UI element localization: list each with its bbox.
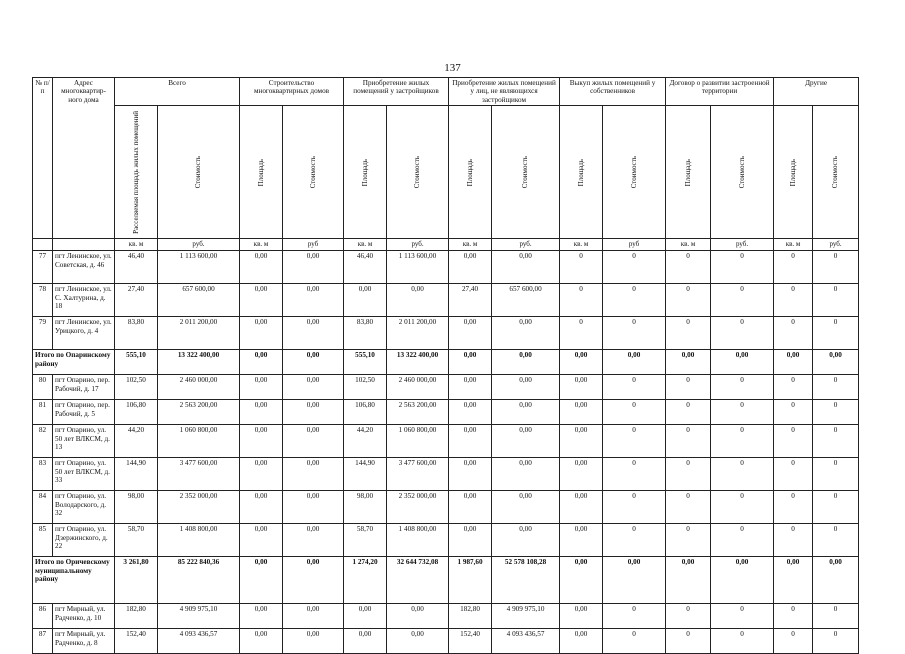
total-row [33, 557, 859, 604]
value-cell: 0 [603, 629, 666, 654]
value-cell: 0,00 [449, 425, 492, 458]
unit-cell: кв. м [774, 239, 813, 251]
value-cell: 0 [711, 375, 774, 400]
value-cell: 0 [711, 629, 774, 654]
row-index: 79 [33, 317, 53, 350]
unit-cell: руб. [492, 239, 560, 251]
row-address: пгт Опарино, пер. Рабочий, д. 17 [53, 375, 115, 400]
value-cell: 3 477 600,00 [158, 458, 240, 491]
value-cell: 0,00 [492, 491, 560, 524]
unit-cell: руб. [158, 239, 240, 251]
unit-cell: кв. м [240, 239, 283, 251]
subheader-cost: Стоимость [387, 106, 449, 239]
row-address: пгт Опарино, ул. 50 лет ВЛКСМ, д. 13 [53, 425, 115, 458]
value-cell: 2 011 200,00 [158, 317, 240, 350]
row-index: 78 [33, 284, 53, 317]
value-cell: 182,80 [115, 604, 158, 629]
unit-cell: кв. м [449, 239, 492, 251]
value-cell: 0,00 [240, 284, 283, 317]
value-cell: 0,00 [387, 604, 449, 629]
value-cell: 0,00 [449, 491, 492, 524]
table-row [33, 629, 859, 654]
total-label: Итого по Оричевскому муниципальному району [33, 557, 115, 604]
value-cell: 0,00 [283, 458, 344, 491]
header-group-total: Всего [115, 78, 240, 106]
value-cell: 0,00 [387, 629, 449, 654]
value-cell: 0 [813, 375, 859, 400]
value-cell: 0 [813, 425, 859, 458]
header-group-construction: Строительство многоквартирных домов [240, 78, 344, 106]
table-row [33, 251, 859, 284]
value-cell: 0 [813, 491, 859, 524]
value-cell: 0,00 [449, 317, 492, 350]
header-row-groups [33, 78, 859, 106]
value-cell: 0,00 [240, 425, 283, 458]
value-cell: 1 060 800,00 [158, 425, 240, 458]
value-cell: 144,90 [344, 458, 387, 491]
unit-cell: кв. м [115, 239, 158, 251]
value-cell: 555,10 [115, 350, 158, 375]
value-cell: 0 [603, 604, 666, 629]
value-cell: 0 [774, 425, 813, 458]
value-cell: 0,00 [344, 629, 387, 654]
header-group-purchase-developers: Приобретение жилых помещений у застройщиков [344, 78, 449, 106]
row-index: 84 [33, 491, 53, 524]
unit-cell: руб [603, 239, 666, 251]
subheader-area: Площадь [344, 106, 387, 239]
table-row [33, 604, 859, 629]
value-cell: 0,00 [283, 524, 344, 557]
value-cell: 0 [774, 491, 813, 524]
value-cell: 0,00 [240, 400, 283, 425]
unit-cell: кв. м [560, 239, 603, 251]
value-cell: 106,80 [115, 400, 158, 425]
unit-cell: руб. [813, 239, 859, 251]
value-cell: 0,00 [492, 317, 560, 350]
value-cell: 152,40 [115, 629, 158, 654]
value-cell: 2 460 000,00 [158, 375, 240, 400]
value-cell: 0 [560, 251, 603, 284]
value-cell: 0,00 [240, 604, 283, 629]
table-row [33, 317, 859, 350]
value-cell: 1 987,60 [449, 557, 492, 604]
value-cell: 0 [774, 524, 813, 557]
value-cell: 0 [774, 400, 813, 425]
header-group-other: Другие [774, 78, 859, 106]
value-cell: 0 [813, 629, 859, 654]
value-cell: 0 [603, 251, 666, 284]
row-index: 86 [33, 604, 53, 629]
value-cell: 0 [603, 491, 666, 524]
header-idx: № п/п [33, 78, 53, 239]
subheader-area: Площадь [560, 106, 603, 239]
value-cell: 0,00 [666, 350, 711, 375]
value-cell: 0,00 [283, 375, 344, 400]
value-cell: 0,00 [666, 557, 711, 604]
value-cell: 0,00 [240, 557, 283, 604]
value-cell: 58,70 [115, 524, 158, 557]
value-cell: 0,00 [492, 375, 560, 400]
unit-cell: руб. [387, 239, 449, 251]
row-index: 87 [33, 629, 53, 654]
row-index: 77 [33, 251, 53, 284]
value-cell: 0,00 [560, 629, 603, 654]
value-cell: 0,00 [240, 317, 283, 350]
value-cell: 0,00 [283, 425, 344, 458]
value-cell: 0,00 [774, 557, 813, 604]
total-label: Итого по Опаринскому району [33, 350, 115, 375]
value-cell: 0 [774, 604, 813, 629]
total-row [33, 350, 859, 375]
value-cell: 27,40 [449, 284, 492, 317]
value-cell: 152,40 [449, 629, 492, 654]
value-cell: 0,00 [283, 350, 344, 375]
value-cell: 0,00 [240, 629, 283, 654]
row-address: пгт Опарино, ул. Дзержинского, д. 22 [53, 524, 115, 557]
value-cell: 0,00 [603, 557, 666, 604]
value-cell: 0 [774, 251, 813, 284]
table-row [33, 491, 859, 524]
value-cell: 0 [560, 284, 603, 317]
value-cell: 2 563 200,00 [158, 400, 240, 425]
table-row [33, 458, 859, 491]
row-index: 80 [33, 375, 53, 400]
table-row [33, 284, 859, 317]
value-cell: 0,00 [774, 350, 813, 375]
value-cell: 0 [774, 629, 813, 654]
value-cell: 0,00 [560, 425, 603, 458]
header-group-buyout: Выкуп жилых помещений у собственников [560, 78, 666, 106]
value-cell: 0 [666, 284, 711, 317]
row-index: 81 [33, 400, 53, 425]
unit-cell: кв. м [666, 239, 711, 251]
value-cell: 0 [813, 458, 859, 491]
value-cell: 0 [603, 400, 666, 425]
value-cell: 1 113 600,00 [387, 251, 449, 284]
value-cell: 657 600,00 [492, 284, 560, 317]
header-address: Адрес многоквартир-ного дома [53, 78, 115, 239]
table-body [33, 251, 859, 654]
value-cell: 27,40 [115, 284, 158, 317]
value-cell: 0 [666, 604, 711, 629]
value-cell: 1 408 800,00 [387, 524, 449, 557]
value-cell: 85 222 840,36 [158, 557, 240, 604]
value-cell: 13 322 400,00 [387, 350, 449, 375]
value-cell: 0 [666, 400, 711, 425]
value-cell: 0,00 [813, 557, 859, 604]
value-cell: 0,00 [492, 425, 560, 458]
value-cell: 0 [813, 317, 859, 350]
row-address: пгт Ленинское, ул. Советская, д. 46 [53, 251, 115, 284]
unit-blank [53, 239, 115, 251]
page-number: 137 [444, 62, 461, 74]
value-cell: 0,00 [240, 458, 283, 491]
value-cell: 102,50 [115, 375, 158, 400]
row-address: пгт Ленинское, ул. С. Халтурина, д. 18 [53, 284, 115, 317]
row-index: 82 [33, 425, 53, 458]
value-cell: 0 [666, 375, 711, 400]
value-cell: 3 477 600,00 [387, 458, 449, 491]
subheader-area: Площадь [449, 106, 492, 239]
value-cell: 44,20 [115, 425, 158, 458]
unit-cell: кв. м [344, 239, 387, 251]
value-cell: 52 578 108,28 [492, 557, 560, 604]
value-cell: 0 [603, 317, 666, 350]
value-cell: 0,00 [492, 524, 560, 557]
value-cell: 46,40 [344, 251, 387, 284]
value-cell: 0 [666, 629, 711, 654]
value-cell: 3 261,80 [115, 557, 158, 604]
value-cell: 0,00 [711, 350, 774, 375]
value-cell: 0 [711, 425, 774, 458]
value-cell: 0 [813, 251, 859, 284]
value-cell: 58,70 [344, 524, 387, 557]
value-cell: 0,00 [711, 557, 774, 604]
row-address: пгт Опарино, ул. Володарского, д. 32 [53, 491, 115, 524]
value-cell: 0,00 [449, 251, 492, 284]
table-row [33, 400, 859, 425]
value-cell: 0 [813, 604, 859, 629]
header-group-development-contract: Договор о развитии застроенной территории [666, 78, 774, 106]
value-cell: 0,00 [560, 350, 603, 375]
value-cell: 0 [813, 284, 859, 317]
value-cell: 0,00 [344, 284, 387, 317]
subheader-area: Площадь [774, 106, 813, 239]
value-cell: 0,00 [449, 524, 492, 557]
value-cell: 0 [711, 458, 774, 491]
value-cell: 0,00 [492, 458, 560, 491]
value-cell: 0,00 [560, 524, 603, 557]
value-cell: 83,80 [344, 317, 387, 350]
subheader-cost: Стоимость [492, 106, 560, 239]
value-cell: 0,00 [283, 629, 344, 654]
value-cell: 0,00 [283, 557, 344, 604]
value-cell: 0,00 [240, 350, 283, 375]
value-cell: 0,00 [387, 284, 449, 317]
unit-blank [33, 239, 53, 251]
value-cell: 102,50 [344, 375, 387, 400]
value-cell: 2 011 200,00 [387, 317, 449, 350]
row-address: пгт Опарино, ул. 50 лет ВЛКСМ, д. 33 [53, 458, 115, 491]
value-cell: 2 460 000,00 [387, 375, 449, 400]
value-cell: 0,00 [449, 400, 492, 425]
value-cell: 657 600,00 [158, 284, 240, 317]
header-row-sub [33, 106, 859, 239]
row-address: пгт Мирный, ул. Радченко, д. 8 [53, 629, 115, 654]
value-cell: 0 [711, 400, 774, 425]
row-address: пгт Мирный, ул. Радченко, д. 10 [53, 604, 115, 629]
value-cell: 0,00 [283, 491, 344, 524]
unit-cell: руб [283, 239, 344, 251]
value-cell: 0,00 [603, 350, 666, 375]
units-row [33, 239, 859, 251]
value-cell: 0 [711, 251, 774, 284]
value-cell: 2 352 000,00 [158, 491, 240, 524]
value-cell: 83,80 [115, 317, 158, 350]
value-cell: 98,00 [344, 491, 387, 524]
value-cell: 0 [603, 425, 666, 458]
value-cell: 2 563 200,00 [387, 400, 449, 425]
value-cell: 0,00 [560, 400, 603, 425]
row-index: 85 [33, 524, 53, 557]
value-cell: 0 [603, 284, 666, 317]
value-cell: 0,00 [240, 375, 283, 400]
table-row [33, 524, 859, 557]
value-cell: 0,00 [492, 400, 560, 425]
resettlement-table [32, 77, 859, 654]
value-cell: 555,10 [344, 350, 387, 375]
subheader-cost: Стоимость [283, 106, 344, 239]
value-cell: 0 [774, 317, 813, 350]
value-cell: 0 [603, 375, 666, 400]
subheader-cost: Стоимость [603, 106, 666, 239]
value-cell: 0,00 [283, 284, 344, 317]
value-cell: 0,00 [344, 604, 387, 629]
value-cell: 0 [603, 524, 666, 557]
value-cell: 0,00 [492, 251, 560, 284]
value-cell: 0,00 [449, 375, 492, 400]
value-cell: 0 [666, 458, 711, 491]
subheader-cost: Стоимость [813, 106, 859, 239]
value-cell: 0,00 [449, 350, 492, 375]
value-cell: 1 274,20 [344, 557, 387, 604]
value-cell: 0 [666, 524, 711, 557]
value-cell: 0,00 [240, 251, 283, 284]
subheader-cost: Стоимость [158, 106, 240, 239]
subheader-area: Площадь [240, 106, 283, 239]
value-cell: 0 [666, 251, 711, 284]
value-cell: 0,00 [283, 251, 344, 284]
value-cell: 0 [711, 524, 774, 557]
value-cell: 0 [813, 524, 859, 557]
table-row [33, 425, 859, 458]
value-cell: 0,00 [560, 604, 603, 629]
value-cell: 0,00 [492, 350, 560, 375]
value-cell: 1 408 800,00 [158, 524, 240, 557]
value-cell: 1 060 800,00 [387, 425, 449, 458]
value-cell: 0 [603, 458, 666, 491]
value-cell: 98,00 [115, 491, 158, 524]
value-cell: 0 [813, 400, 859, 425]
value-cell: 2 352 000,00 [387, 491, 449, 524]
table-row [33, 375, 859, 400]
value-cell: 1 113 600,00 [158, 251, 240, 284]
value-cell: 0 [711, 491, 774, 524]
value-cell: 0 [711, 284, 774, 317]
value-cell: 0 [666, 491, 711, 524]
value-cell: 0,00 [283, 604, 344, 629]
value-cell: 0,00 [240, 524, 283, 557]
value-cell: 0 [711, 604, 774, 629]
unit-cell: руб. [711, 239, 774, 251]
value-cell: 4 909 975,10 [158, 604, 240, 629]
row-index: 83 [33, 458, 53, 491]
value-cell: 0,00 [560, 458, 603, 491]
value-cell: 182,80 [449, 604, 492, 629]
value-cell: 0 [666, 317, 711, 350]
value-cell: 13 322 400,00 [158, 350, 240, 375]
value-cell: 0,00 [560, 491, 603, 524]
value-cell: 4 093 436,57 [492, 629, 560, 654]
value-cell: 0 [774, 284, 813, 317]
value-cell: 4 093 436,57 [158, 629, 240, 654]
value-cell: 0,00 [283, 400, 344, 425]
value-cell: 0,00 [240, 491, 283, 524]
subheader-resettled-area: Расселяемая площадь жилых помещений [115, 106, 158, 239]
value-cell: 0 [666, 425, 711, 458]
value-cell: 0,00 [283, 317, 344, 350]
value-cell: 0 [774, 458, 813, 491]
value-cell: 4 909 975,10 [492, 604, 560, 629]
value-cell: 0 [774, 375, 813, 400]
value-cell: 44,20 [344, 425, 387, 458]
header-group-purchase-non-developers: Приобретение жилых помещений у лиц, не являющихся застройщиком [449, 78, 560, 106]
value-cell: 0 [560, 317, 603, 350]
value-cell: 0,00 [560, 375, 603, 400]
value-cell: 0,00 [813, 350, 859, 375]
value-cell: 144,90 [115, 458, 158, 491]
row-address: пгт Опарино, пер. Рабочий, д. 5 [53, 400, 115, 425]
value-cell: 0 [711, 317, 774, 350]
subheader-area: Площадь [666, 106, 711, 239]
subheader-cost: Стоимость [711, 106, 774, 239]
value-cell: 106,80 [344, 400, 387, 425]
value-cell: 0,00 [449, 458, 492, 491]
value-cell: 46,40 [115, 251, 158, 284]
row-address: пгт Ленинское, ул. Урицкого, д. 4 [53, 317, 115, 350]
value-cell: 32 644 732,08 [387, 557, 449, 604]
value-cell: 0,00 [560, 557, 603, 604]
